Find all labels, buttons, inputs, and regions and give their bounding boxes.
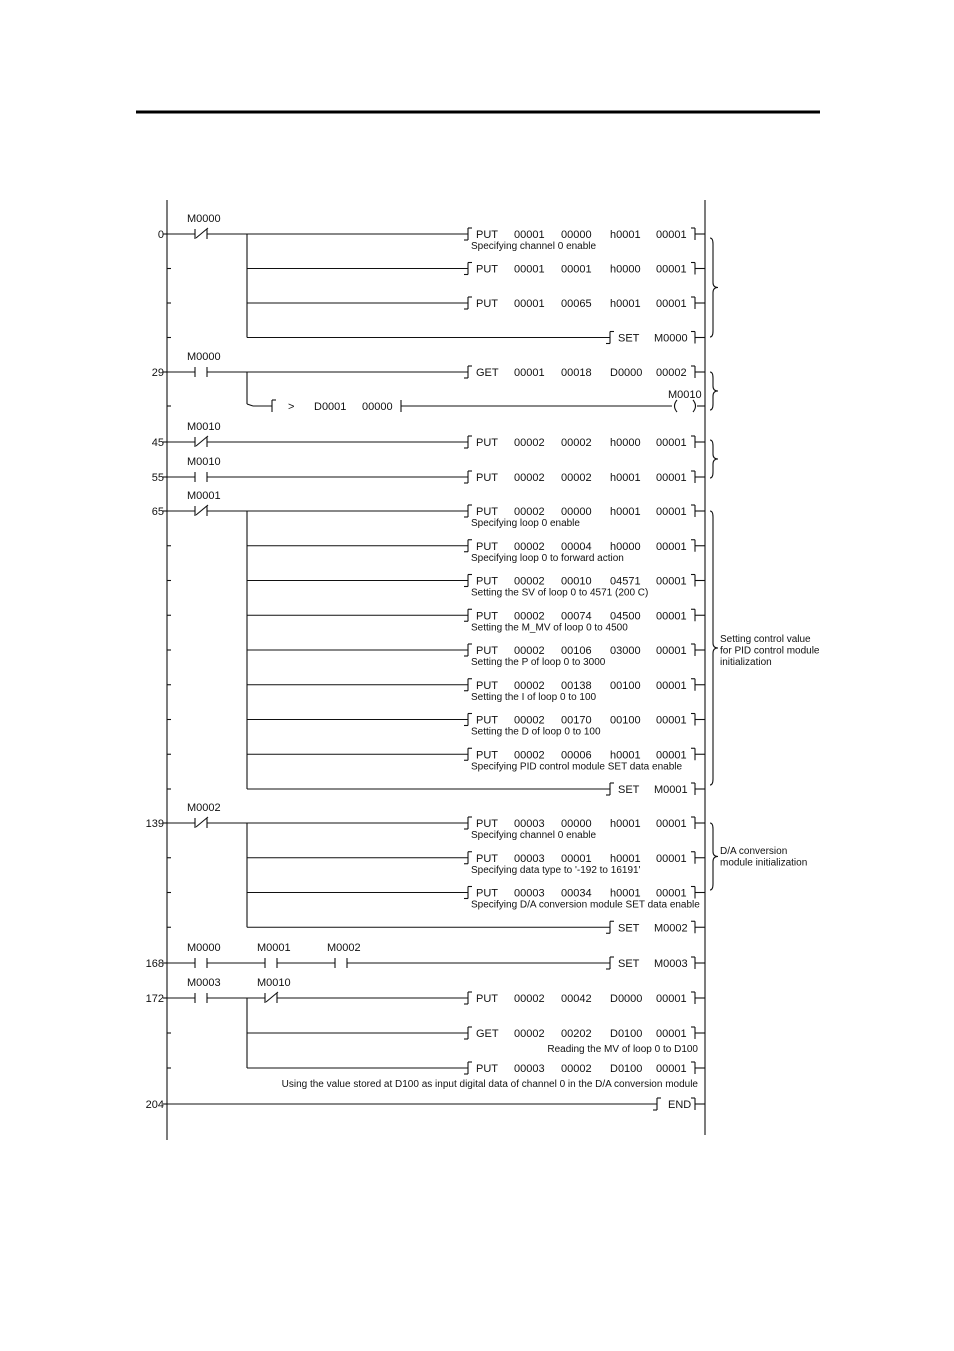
contact-label: M0010	[257, 977, 291, 989]
instruction-op: PUT	[476, 749, 498, 762]
instruction-arg: 00001	[656, 575, 687, 588]
instruction-arg: 00002	[514, 472, 545, 484]
rung-number: 29	[151, 367, 164, 379]
coil-right	[693, 400, 696, 412]
instruction-comment: Reading the MV of loop 0 to D100	[547, 1044, 698, 1055]
instruction-arg: 00002	[514, 610, 545, 623]
instruction-comment: Setting the D of loop 0 to 100	[471, 726, 601, 738]
instruction-arg: 00002	[656, 367, 687, 379]
instruction-arg: 00003	[514, 887, 545, 900]
group-label: for PID control module	[720, 645, 820, 657]
instruction-arg: 00001	[656, 993, 687, 1005]
instruction-arg: 00001	[656, 540, 687, 553]
instruction-op: PUT	[476, 506, 498, 518]
instruction-comment: Specifying loop 0 to forward action	[471, 552, 624, 564]
instruction-arg: h0001	[610, 229, 641, 241]
instruction-arg: 00034	[561, 887, 592, 900]
instruction-arg: 00001	[656, 263, 687, 276]
instruction-arg: 00001	[656, 298, 687, 310]
instruction-arg: 00065	[561, 298, 592, 310]
contact-slash	[196, 228, 208, 238]
instruction-arg: 00002	[514, 993, 545, 1005]
instruction-arg: 00001	[656, 852, 687, 865]
instruction-comment: Specifying PID control module SET data enable	[471, 761, 683, 773]
instruction-op: PUT	[476, 472, 498, 484]
instruction-op: GET	[476, 367, 499, 379]
instruction-arg: 00100	[610, 714, 641, 727]
brace-pid-init	[710, 511, 718, 785]
instruction-arg: 00002	[514, 575, 545, 588]
instruction-arg: 00001	[656, 437, 687, 449]
instruction-arg: 00000	[561, 229, 592, 241]
coil-left	[675, 400, 678, 412]
brace-rung-45-55	[710, 440, 718, 478]
instruction-arg: 00001	[656, 472, 687, 484]
contact-label: M0000	[187, 942, 221, 954]
contact-label: M0002	[187, 802, 221, 814]
rung-number: 204	[145, 1099, 164, 1111]
instruction-arg: 00002	[514, 437, 545, 449]
instruction-comment: Setting the I of loop 0 to 100	[471, 691, 597, 703]
instruction-arg: h0000	[610, 540, 641, 553]
instruction-arg: 00170	[561, 714, 592, 727]
contact-label: M0000	[187, 351, 221, 363]
coil-label: M0010	[668, 389, 702, 401]
instruction-arg: 00001	[656, 1063, 687, 1075]
rung-number: 172	[145, 993, 164, 1005]
instruction-arg: 00003	[514, 818, 545, 830]
instruction-arg: 00074	[561, 610, 592, 623]
instruction-arg: 00002	[561, 437, 592, 449]
instruction-comment: Specifying data type to '-192 to 16191'	[471, 864, 641, 876]
instruction-arg: 00001	[514, 263, 545, 276]
ladder-rungs	[146, 213, 820, 1111]
instruction-arg: 00106	[561, 645, 592, 657]
instruction-arg: h0000	[610, 263, 641, 276]
instruction-arg: 00002	[514, 1028, 545, 1040]
instruction-op: PUT	[476, 263, 498, 276]
instruction-arg: 00004	[561, 540, 592, 553]
instruction-arg: 00138	[561, 679, 592, 692]
instruction-op: PUT	[476, 540, 498, 553]
contact-label: M0001	[257, 942, 291, 954]
instruction-comment: Using the value stored at D100 as input digital data of channel 0 in the D/A conversion module	[281, 1079, 698, 1090]
instruction-arg: 00001	[561, 263, 592, 276]
instruction-arg: 03000	[610, 645, 641, 657]
instruction-arg: 00001	[514, 298, 545, 310]
instruction-arg: 00001	[656, 818, 687, 830]
contact-label: M0000	[187, 213, 221, 225]
group-label: Setting control value	[720, 634, 811, 645]
instruction-arg: D0100	[610, 1028, 643, 1040]
instruction-arg: 00002	[561, 472, 592, 484]
instruction-arg: 00001	[656, 1028, 687, 1040]
instruction-op: PUT	[476, 679, 498, 692]
instruction-arg: h0001	[610, 749, 641, 762]
group-label: D/A conversion	[720, 846, 788, 857]
instruction-op: END	[668, 1099, 692, 1111]
instruction-op: PUT	[476, 610, 498, 623]
instruction-arg: 00002	[514, 679, 545, 692]
instruction-arg: 00003	[514, 852, 545, 865]
instruction-arg: 00002	[514, 749, 545, 762]
compare-arg: 00000	[362, 401, 393, 413]
instruction-arg: 00100	[610, 679, 641, 692]
instruction-arg: 00001	[656, 749, 687, 762]
instruction-arg: 00000	[561, 506, 592, 518]
contact-slash	[196, 505, 208, 515]
instruction-op: PUT	[476, 229, 498, 241]
instruction-arg: D0000	[610, 367, 643, 379]
instruction-op: SET	[618, 958, 640, 970]
instruction-arg: D0100	[610, 1063, 643, 1075]
branch-bend	[247, 404, 253, 406]
instruction-arg: 00001	[514, 229, 545, 241]
instruction-comment: Specifying D/A conversion module SET data enable	[471, 899, 700, 911]
instruction-op: PUT	[476, 852, 498, 865]
instruction-arg: M0003	[654, 958, 688, 970]
contact-slash	[196, 436, 208, 446]
instruction-arg: 00018	[561, 367, 592, 379]
brace-rung-29	[710, 372, 718, 410]
instruction-comment: Setting the SV of loop 0 to 4571 (200 C)	[471, 587, 649, 599]
instruction-arg: 00202	[561, 1028, 592, 1040]
instruction-op: PUT	[476, 575, 498, 588]
brace-da-init	[710, 823, 718, 890]
contact-label: M0002	[327, 942, 361, 954]
group-label: initialization	[720, 657, 772, 668]
instruction-op: SET	[618, 784, 640, 796]
instruction-comment: Setting the P of loop 0 to 3000	[471, 657, 606, 668]
instruction-arg: 00010	[561, 575, 592, 588]
instruction-comment: Specifying channel 0 enable	[471, 830, 597, 841]
instruction-op: PUT	[476, 437, 498, 449]
instruction-arg: h0001	[610, 887, 641, 900]
rung-number: 65	[151, 506, 164, 518]
instruction-arg: h0001	[610, 852, 641, 865]
contact-slash	[196, 817, 208, 827]
contact-slash	[266, 992, 278, 1002]
instruction-arg: h0001	[610, 472, 641, 484]
instruction-comment: Specifying channel 0 enable	[471, 241, 597, 252]
compare-op: >	[288, 401, 295, 413]
contact-label: M0001	[187, 490, 221, 502]
instruction-op: PUT	[476, 714, 498, 727]
instruction-arg: 04500	[610, 610, 641, 623]
instruction-arg: 00001	[656, 679, 687, 692]
instruction-arg: h0001	[610, 506, 641, 518]
instruction-op: PUT	[476, 887, 498, 900]
instruction-arg: M0000	[654, 332, 688, 345]
instruction-op: PUT	[476, 993, 498, 1005]
instruction-op: GET	[476, 1028, 499, 1040]
instruction-arg: 00002	[514, 540, 545, 553]
instruction-arg: 00002	[561, 1063, 592, 1075]
instruction-arg: 00001	[656, 229, 687, 241]
instruction-arg: h0001	[610, 298, 641, 310]
instruction-arg: 00002	[514, 506, 545, 518]
brace-rung-0	[710, 238, 718, 337]
rung-number: 45	[151, 437, 164, 449]
instruction-comment: Specifying loop 0 enable	[471, 518, 580, 529]
instruction-arg: 00001	[561, 852, 592, 865]
instruction-arg: M0001	[654, 784, 688, 796]
rung-number: 0	[157, 229, 164, 241]
instruction-op: SET	[618, 332, 640, 345]
instruction-arg: 00003	[514, 1063, 545, 1075]
instruction-arg: h0000	[610, 437, 641, 449]
rung-number: 168	[145, 958, 164, 970]
rung-number: 139	[145, 818, 164, 830]
group-label: module initialization	[720, 857, 808, 869]
rung-number: 55	[151, 472, 164, 484]
instruction-arg: 00000	[561, 818, 592, 830]
instruction-arg: D0000	[610, 993, 643, 1005]
contact-label: M0010	[187, 456, 221, 468]
instruction-arg: 00001	[514, 367, 545, 379]
compare-arg: D0001	[314, 401, 347, 413]
contact-label: M0010	[187, 421, 221, 433]
instruction-arg: h0001	[610, 818, 641, 830]
instruction-arg: 00001	[656, 610, 687, 623]
instruction-op: PUT	[476, 818, 498, 830]
instruction-op: PUT	[476, 1063, 498, 1075]
instruction-arg: 00006	[561, 749, 592, 762]
instruction-arg: 00001	[656, 506, 687, 518]
instruction-op: SET	[618, 922, 640, 935]
instruction-arg: 00042	[561, 993, 592, 1005]
instruction-arg: 00001	[656, 645, 687, 657]
instruction-arg: 04571	[610, 575, 641, 588]
instruction-arg: M0002	[654, 922, 688, 935]
instruction-arg: 00001	[656, 887, 687, 900]
instruction-comment: Setting the M_MV of loop 0 to 4500	[471, 622, 628, 634]
instruction-arg: 00002	[514, 645, 545, 657]
instruction-op: PUT	[476, 645, 498, 657]
contact-label: M0003	[187, 977, 221, 989]
instruction-arg: 00001	[656, 714, 687, 727]
instruction-op: PUT	[476, 298, 498, 310]
instruction-arg: 00002	[514, 714, 545, 727]
